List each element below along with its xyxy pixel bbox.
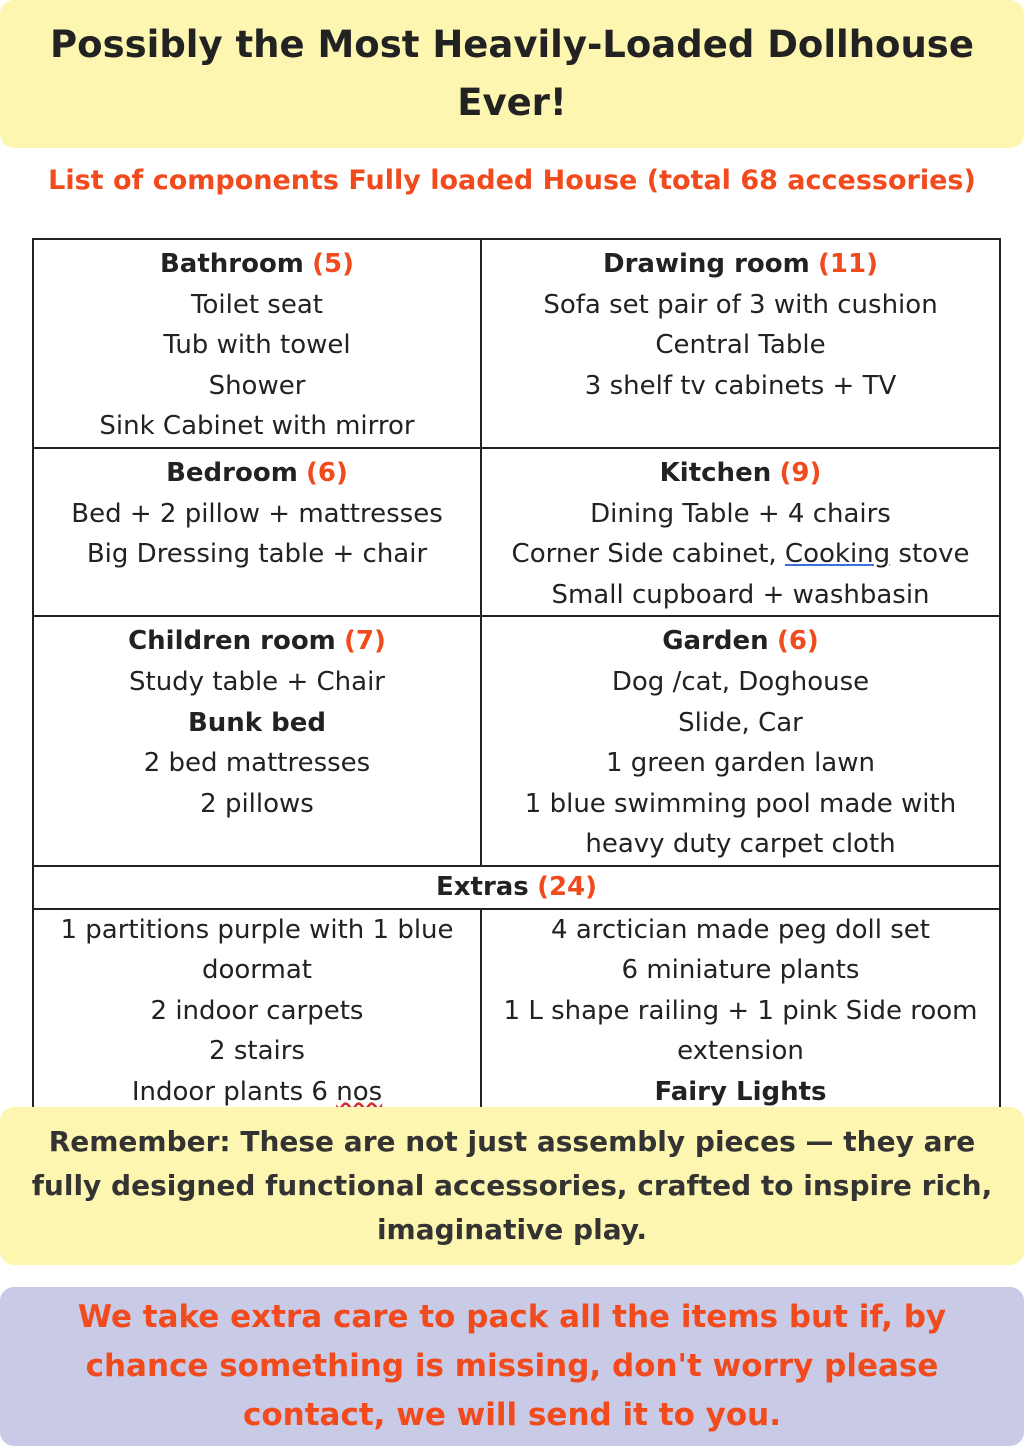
section-name: Bedroom (166, 457, 298, 488)
bathroom-heading (40, 244, 474, 285)
item-text: Corner Side cabinet, (511, 539, 777, 570)
extras-right-cell (481, 909, 1000, 1114)
page-title: Possibly the Most Heavily-Loaded Dollhouse Ever! (50, 23, 974, 124)
item-text: stove (898, 539, 970, 570)
section-count: (11) (818, 249, 878, 279)
drawing-room-cell (481, 239, 1000, 448)
list-item: Big Dressing table + chair (86, 539, 428, 570)
section-count: (7) (344, 626, 386, 657)
bedroom-cell (33, 448, 481, 616)
section-count: (6) (306, 457, 348, 488)
extras-heading (40, 867, 993, 908)
list-item: 1 L shape railing + 1 pink Side room (503, 995, 978, 1026)
list-item: 2 bed mattresses (143, 748, 371, 779)
list-item: Central Table (655, 330, 826, 361)
extras-header-cell (33, 866, 1000, 909)
kitchen-heading (488, 453, 993, 494)
list-item: Shower (208, 370, 306, 401)
section-count: (9) (779, 457, 822, 488)
item-text: nos (336, 1076, 383, 1107)
components-subtitle: List of components Fully loaded House (total 68 accessories) (48, 165, 976, 196)
garden-heading (488, 621, 993, 662)
section-name: Extras (435, 871, 529, 902)
list-item: 1 green garden lawn (606, 748, 875, 779)
table-row (33, 909, 1000, 1114)
reminder-text: Remember: These are not just assembly pieces — they are fully designed functional accessories, crafted to inspire rich, imaginative play. (31, 1125, 993, 1246)
list-item: Study table + Chair (129, 666, 385, 697)
list-item: 1 partitions purple with 1 blue (60, 914, 454, 945)
section-count: (5) (312, 249, 355, 279)
section-name: Garden (662, 626, 769, 657)
table-row (33, 616, 1000, 866)
notice-banner (0, 1287, 1024, 1446)
children-room-heading (40, 621, 474, 662)
list-item: Sink Cabinet with mirror (99, 411, 415, 442)
list-item: 2 indoor carpets (150, 995, 364, 1026)
section-name: Kitchen (659, 457, 772, 488)
list-item: 4 arctician made peg doll set (551, 914, 930, 945)
list-item (488, 534, 993, 575)
list-item: 1 blue swimming pool made with (524, 788, 957, 819)
table-row (33, 448, 1000, 616)
section-name: Drawing room (603, 249, 810, 279)
list-item: doormat (201, 955, 312, 986)
list-item: extension (677, 1036, 804, 1067)
children-room-cell (33, 616, 481, 866)
section-count: (6) (776, 626, 819, 657)
kitchen-cell (481, 448, 1000, 616)
garden-cell (481, 616, 1000, 866)
list-item: 3 shelf tv cabinets + TV (584, 370, 897, 401)
list-item: Small cupboard + washbasin (551, 579, 930, 610)
list-item: Sofa set pair of 3 with cushion (543, 289, 938, 320)
components-table (32, 238, 1001, 1114)
list-item: 6 miniature plants (621, 955, 860, 986)
item-text: Indoor plants 6 (131, 1076, 328, 1107)
list-item: Fairy Lights (654, 1076, 827, 1107)
list-item: Dining Table + 4 chairs (590, 498, 891, 529)
extras-left-cell (33, 909, 481, 1114)
list-item: Slide, Car (678, 707, 803, 738)
section-name: Bathroom (159, 249, 304, 279)
section-count: (24) (537, 871, 598, 902)
list-item: heavy duty carpet cloth (585, 829, 896, 860)
title-banner (0, 0, 1024, 148)
bathroom-cell (33, 239, 481, 448)
list-item: Dog /cat, Doghouse (611, 666, 870, 697)
list-item: 2 pillows (200, 788, 314, 819)
table-row (33, 866, 1000, 909)
list-item: Toilet seat (191, 289, 323, 320)
item-text: Cooking (784, 539, 891, 570)
section-name: Children room (128, 626, 336, 657)
list-item: Bed + 2 pillow + mattresses (71, 498, 443, 529)
drawing-room-heading (488, 244, 993, 285)
reminder-banner (0, 1107, 1024, 1265)
list-item: 2 stairs (209, 1036, 305, 1067)
bedroom-heading (40, 453, 474, 494)
notice-text: We take extra care to pack all the items but if, by chance something is missing, don't worry please contact, we will send it to you. (77, 1299, 947, 1433)
list-item: Tub with towel (163, 330, 351, 361)
table-row (33, 239, 1000, 448)
list-item: Bunk bed (187, 707, 327, 738)
